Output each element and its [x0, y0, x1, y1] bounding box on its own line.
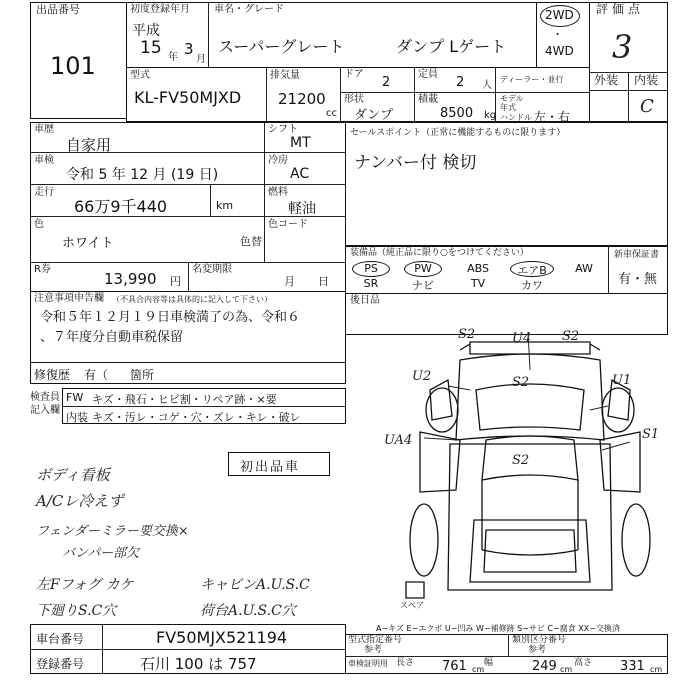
- mileage-unit: km: [216, 199, 234, 212]
- lot-number: 101: [50, 52, 96, 80]
- height-unit: cm: [650, 665, 663, 674]
- height: 331: [620, 659, 645, 674]
- name-label: 車名・グレード: [214, 4, 284, 15]
- door-label: ドア: [344, 69, 364, 80]
- type-cert-ref: 参考: [364, 645, 383, 655]
- lot-label: 出品番号: [36, 3, 80, 16]
- model: KL-FV50MJXD: [134, 88, 242, 107]
- car-name: スーパーグレート: [218, 37, 345, 56]
- diagram-mark-8: UA4: [384, 433, 413, 448]
- equip-airbag: エアB: [517, 264, 547, 277]
- equip-aw: AW: [575, 262, 593, 275]
- color-change-label: 色替: [240, 235, 262, 248]
- score-label: 評価点: [596, 2, 645, 16]
- equip-abs: ABS: [467, 262, 489, 275]
- equip-ps: PS: [364, 262, 378, 275]
- score-value: 3: [612, 28, 633, 66]
- diagram-mark-1: S2: [458, 327, 476, 342]
- repair-label: 修復歴: [34, 368, 71, 382]
- hand-note-3: フェンダーミラー要交換×: [36, 524, 189, 539]
- cap-unit: 人: [482, 80, 492, 91]
- chassis: FV50MJX521194: [156, 628, 288, 647]
- shape-label: 形状: [344, 94, 364, 105]
- load: 8500: [440, 106, 474, 121]
- first-listing-text: 初出品車: [240, 460, 301, 475]
- hand-note-6: 下廻りS.C穴: [36, 603, 117, 619]
- disp-label: 排気量: [270, 70, 300, 81]
- class-ref: 参考: [528, 645, 547, 655]
- rear-items-label: 後日品: [350, 295, 380, 306]
- equip-sr: SR: [363, 277, 379, 290]
- repair-suffix: 箇所: [130, 368, 155, 382]
- chassis-label: 車台番号: [36, 632, 85, 646]
- inspector-row2-head: 内装: [66, 411, 88, 424]
- fuel-label: 燃料: [268, 187, 288, 198]
- spare-label: スペア: [400, 601, 424, 610]
- hand-note-4: バンパー部欠: [62, 546, 140, 561]
- drive-4wd: 4WD: [545, 44, 574, 58]
- reg-month: 3: [184, 40, 194, 58]
- hand-note-5: 左Fフォグ カケ: [36, 577, 134, 593]
- inspector-label-2: 記入欄: [30, 405, 60, 416]
- month-word: 月: [284, 275, 295, 288]
- equip-leather: カワ: [521, 279, 543, 292]
- model-year-label: モデル年式: [500, 94, 524, 112]
- fuel: 軽油: [288, 201, 316, 217]
- sales-point-label: セールスポイント（正常に機能するものに限ります）: [350, 128, 566, 138]
- diagram-mark-2: U4: [512, 331, 532, 346]
- inspector-row2: キズ・汚レ・コゲ・穴・ズレ・キレ・破レ: [92, 411, 301, 424]
- color-label: 色: [34, 219, 44, 230]
- width-label: 幅: [484, 658, 494, 668]
- class-label: 類別区分番号: [512, 635, 567, 645]
- drive-dot: ・: [552, 28, 563, 41]
- repair-value: 有（: [84, 368, 109, 382]
- diagram-mark-5: S2: [512, 375, 530, 390]
- notes-line2: 、７年度分自動車税保留: [40, 330, 184, 345]
- reg-label: 登録番号: [36, 657, 85, 671]
- mileage: 66万9千440: [74, 197, 168, 216]
- notes-label: 注意事項申告欄: [34, 293, 104, 304]
- ext-label: 外装: [594, 73, 619, 87]
- ac: AC: [290, 166, 310, 182]
- recycle-label: R券: [34, 264, 51, 275]
- day-word: 日: [318, 275, 329, 288]
- load-unit: kg: [484, 110, 497, 121]
- diagram-mark-4: U2: [412, 369, 432, 384]
- model-label: 型式: [130, 70, 150, 81]
- color-code-label: 色コード: [268, 219, 308, 230]
- shape: ダンプ: [354, 108, 394, 123]
- equip-tv: TV: [470, 277, 486, 290]
- truck-diagram: [384, 320, 670, 610]
- drive-2wd: 2WD: [545, 8, 574, 22]
- hand-note-1: ボディ看板: [36, 466, 110, 484]
- warranty-label: 新車保証書: [614, 250, 660, 260]
- sales-point-box: [345, 122, 668, 246]
- shift-label: シフト: [268, 124, 298, 135]
- month-unit: 月: [196, 54, 206, 65]
- recycle: 13,990: [104, 270, 157, 288]
- width-unit: cm: [560, 665, 573, 674]
- damage-legend: A−キズ E−エクボ U−凹み W−補修跡 S−サビ C−腐食 XX−交換済: [376, 624, 620, 633]
- car-grade: ダンプ Lゲート: [396, 37, 507, 56]
- height-label: 高さ: [574, 658, 593, 668]
- ac-label: 冷房: [268, 155, 288, 166]
- era: 平成: [132, 23, 160, 39]
- notes-line1: 令和５年１２月１９日車検満了の為、令和６: [40, 310, 301, 325]
- diagram-mark-3: S2: [562, 329, 580, 344]
- inspector-row1-head: FW: [66, 391, 84, 404]
- usage: 自家用: [66, 136, 112, 154]
- hand-note-2: A/Cレ冷えず: [36, 492, 124, 510]
- equipment-label: 装備品（純正品に限り○をつけてください）: [350, 248, 529, 258]
- doors: 2: [382, 75, 391, 90]
- dealer-label: ディーラー・並行: [500, 75, 564, 84]
- int-label: 内装: [634, 73, 659, 87]
- sales-point-text: ナンバー付 検切: [354, 153, 477, 173]
- inspector-row1: キズ・飛石・ヒビ割・リペア跡・×要: [92, 393, 277, 406]
- disp-unit: cc: [326, 108, 337, 119]
- length-unit: cm: [472, 665, 485, 674]
- cert-label: 車検証明用: [348, 659, 388, 668]
- length-label: 長さ: [396, 658, 415, 668]
- cap-label: 定員: [418, 69, 438, 80]
- mileage-label: 走行: [34, 187, 54, 198]
- reg-year: 15: [140, 38, 162, 58]
- capacity: 2: [456, 75, 465, 90]
- load-label: 積載: [418, 94, 438, 105]
- repair-box: [30, 362, 346, 384]
- color: ホワイト: [62, 236, 114, 251]
- hand-note-7: キャビンA.U.S.C: [200, 577, 310, 593]
- reg-number: 石川 100 は 757: [140, 655, 257, 673]
- hand-note-8: 荷台A.U.S.C穴: [200, 603, 296, 619]
- inspect-label: 車検: [34, 155, 54, 166]
- displacement: 21200: [278, 90, 326, 108]
- diagram-mark-7: S1: [642, 427, 660, 442]
- equip-navi: ナビ: [412, 279, 434, 292]
- int-grade: C: [640, 96, 654, 117]
- shift: MT: [290, 135, 311, 151]
- length: 761: [442, 659, 467, 674]
- width: 249: [532, 659, 557, 674]
- usage-label: 車歴: [34, 124, 54, 135]
- handle-label: ハンドル: [500, 113, 532, 122]
- diagram-mark-9: S2: [512, 453, 530, 468]
- warranty: 有・無: [618, 272, 658, 287]
- inspect: 令和 5 年 12 月 (19 日): [66, 167, 219, 183]
- inspector-label-1: 検査員: [30, 392, 60, 403]
- year-unit: 年: [168, 52, 178, 63]
- first-reg-label: 初度登録年月: [130, 4, 190, 15]
- name-change-label: 名変期限: [192, 264, 232, 275]
- equip-pw: PW: [414, 262, 432, 275]
- notes-sub-label: （不具合内容等は具体的に記入して下さい）: [112, 295, 272, 304]
- diagram-mark-6: U1: [612, 373, 632, 388]
- recycle-unit: 円: [170, 275, 181, 288]
- type-cert-label: 型式指定番号: [348, 635, 403, 645]
- handle: 左・右: [534, 110, 571, 124]
